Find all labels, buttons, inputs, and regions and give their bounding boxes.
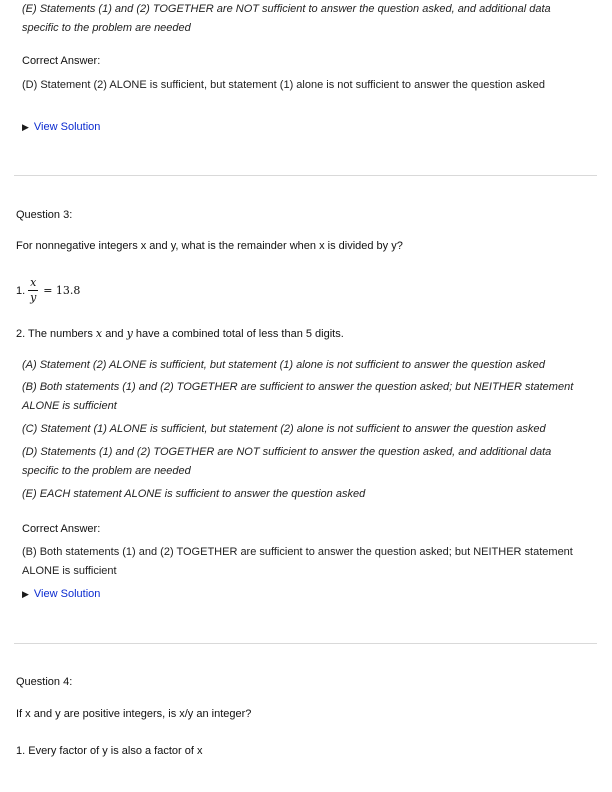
q3-stem: For nonnegative integers x and y, what is the remainder when x is divided by y? <box>16 240 403 252</box>
q2-view-solution-label: View Solution <box>33 121 101 133</box>
fraction-denominator: y <box>30 291 37 304</box>
q3-statement-2-prefix: 2. The numbers <box>16 328 93 340</box>
divider <box>14 643 597 644</box>
q2-view-solution-link[interactable] <box>22 121 100 133</box>
q3-option-e: (E) EACH statement ALONE is sufficient to answer the question asked <box>22 488 366 500</box>
q2-correct-answer-label: Correct Answer: <box>22 55 101 67</box>
q2-correct-answer: (D) Statement (2) ALONE is sufficient, but statement (1) alone is not sufficient to answer the question asked <box>22 79 545 91</box>
q3-option-a: (A) Statement (2) ALONE is sufficient, but statement (1) alone is not sufficient to answer the question asked <box>22 359 545 371</box>
q4-title: Question 4: <box>16 676 73 688</box>
q3-option-d: (D) Statements (1) and (2) TOGETHER are NOT sufficient to answer the question asked, and additional data specific to the problem are needed <box>22 446 552 477</box>
q3-view-solution-label: View Solution <box>33 588 101 600</box>
disclosure-triangle-icon: ▶ <box>22 589 29 599</box>
divider <box>14 175 597 176</box>
q3-statement-1-fraction <box>28 277 38 304</box>
q4-stem: If x and y are positive integers, is x/y an integer? <box>16 708 252 720</box>
q2-option-e: (E) Statements (1) and (2) TOGETHER are NOT sufficient to answer the question asked, and additional data specific to the problem are needed <box>22 3 551 34</box>
q3-statement-1-rhs: = 13.8 <box>43 284 81 297</box>
q3-statement-1-prefix: 1. <box>16 284 26 297</box>
q3-statement-2-var-x: x <box>95 327 103 340</box>
q3-statement-2-mid: and <box>105 328 124 340</box>
fraction-numerator: x <box>30 276 37 289</box>
q3-statement-1 <box>16 277 80 304</box>
q3-statement-2 <box>16 327 344 340</box>
q3-view-solution-link[interactable] <box>22 588 100 600</box>
q3-statement-2-var-y: y <box>126 327 133 340</box>
q3-correct-answer-label: Correct Answer: <box>22 523 101 535</box>
q3-option-c: (C) Statement (1) ALONE is sufficient, but statement (2) alone is not sufficient to answer the question asked <box>22 423 546 435</box>
q3-title: Question 3: <box>16 209 73 221</box>
q3-correct-answer: (B) Both statements (1) and (2) TOGETHER are sufficient to answer the question asked; but NEITHER statement ALONE is sufficient <box>22 546 573 577</box>
disclosure-triangle-icon: ▶ <box>22 122 29 132</box>
q4-statement-1: 1. Every factor of y is also a factor of x <box>16 745 203 757</box>
q3-statement-2-suffix: have a combined total of less than 5 digits. <box>135 328 344 340</box>
q3-option-b: (B) Both statements (1) and (2) TOGETHER are sufficient to answer the question asked; but NEITHER statement ALONE is sufficient <box>22 381 574 412</box>
